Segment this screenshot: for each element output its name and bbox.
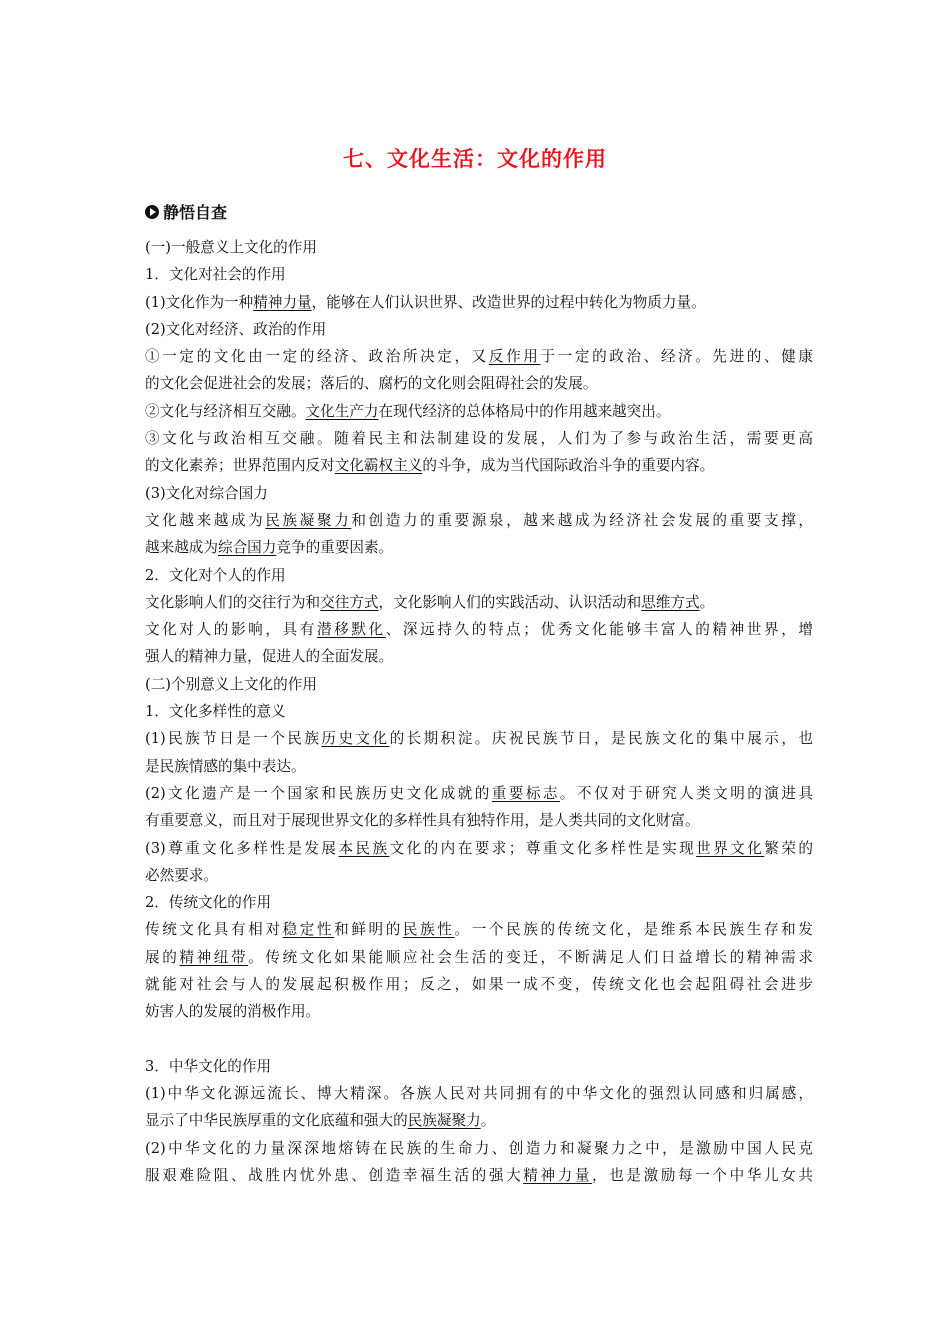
text-line	[145, 780, 813, 807]
text-run: 服艰难险阻、战胜内忧外患、创造幸福生活的强大	[145, 1166, 524, 1184]
text-line	[145, 261, 813, 288]
key-term: 精神力量	[253, 293, 312, 311]
text-run: ，文化影响人们的实践活动、认识活动和	[378, 593, 642, 611]
text-line	[145, 589, 813, 616]
key-term: 潜移默化	[316, 621, 386, 639]
text-run: 繁荣的	[764, 839, 813, 857]
text-line	[145, 1080, 813, 1107]
text-run: (2)中华文化的力量深深地熔铸在民族的生命力、创造力和凝聚力之中，是激励中国人民克	[145, 1139, 813, 1157]
text-run: 和创造力的重要源泉，越来越成为经济社会发展的重要支撑，	[351, 511, 813, 529]
text-run: 文化影响人们的交往行为和	[145, 593, 321, 611]
text-run: ①一定的文化由一定的经济、政治所决定，又	[145, 348, 489, 366]
text-run: 1．文化多样性的意义	[145, 703, 286, 721]
text-line	[145, 971, 813, 998]
text-line	[145, 1053, 813, 1080]
text-run: 必然要求。	[145, 866, 218, 884]
key-term: 民族性	[402, 921, 455, 939]
text-line	[145, 1162, 813, 1189]
key-term: 交往方式	[320, 593, 379, 611]
text-run: 展的	[145, 948, 180, 966]
text-line	[145, 835, 813, 862]
text-run: 。传统文化如果能顺应社会生活的变迁，不断满足人们日益增长的精神需求	[248, 948, 813, 966]
key-term: 反作用	[488, 348, 541, 366]
text-run: 的斗争，成为当代国际政治斗争的重要内容。	[422, 457, 715, 475]
text-line	[145, 562, 813, 589]
text-run: 的文化会促进社会的发展；落后的、腐朽的文化则会阻碍社会的发展。	[145, 375, 598, 393]
text-line	[145, 725, 813, 752]
key-term: 文化生产力	[305, 402, 379, 420]
key-term: 综合国力	[217, 539, 277, 557]
text-run: 文化越来越成为	[145, 511, 266, 529]
text-line	[145, 944, 813, 971]
text-run: 于一定的政治、经济。先进的、健康	[540, 348, 813, 366]
text-line	[145, 452, 813, 479]
text-run: (1)文化作为一种	[145, 293, 254, 311]
text-run: 。不仅对于研究人类文明的演进具	[559, 784, 813, 802]
text-run: 传统文化具有相对	[145, 921, 283, 939]
text-line	[145, 643, 813, 670]
text-run: 妨害人的发展的消极作用。	[145, 1003, 321, 1021]
text-line	[145, 916, 813, 943]
text-run: 强人的精神力量，促进人的全面发展。	[145, 648, 394, 666]
text-run: ，能够在人们认识世界、改造世界的过程中转化为物质力量。	[311, 293, 706, 311]
text-line	[145, 507, 813, 534]
key-term: 思维方式	[641, 593, 700, 611]
text-line	[145, 807, 813, 834]
text-run: (1)民族节日是一个民族	[145, 730, 322, 748]
text-line	[145, 698, 813, 725]
text-run: (2)文化对经济、政治的作用	[145, 320, 327, 338]
text-run: 竞争的重要因素。	[276, 539, 394, 557]
text-run: (二)个别意义上文化的作用	[145, 675, 317, 693]
text-run: ，也是激励每一个中华儿女共	[592, 1166, 813, 1184]
text-line	[145, 753, 813, 780]
text-line	[145, 234, 813, 261]
text-run: 。一个民族的传统文化，是维系本民族生存和发	[454, 921, 813, 939]
key-term: 精神纽带	[179, 948, 249, 966]
text-line	[145, 316, 813, 343]
blank-line	[145, 1026, 813, 1053]
key-term: 世界文化	[696, 839, 765, 857]
text-run: 文化对人的影响，具有	[145, 621, 317, 639]
document-body	[145, 234, 813, 1189]
text-run: (3)文化对综合国力	[145, 484, 268, 502]
text-line	[145, 671, 813, 698]
key-term: 稳定性	[282, 921, 335, 939]
key-term: 民族凝聚力	[407, 1112, 481, 1130]
text-run: 1．文化对社会的作用	[145, 266, 286, 284]
text-run: (1)中华文化源远流长、博大精深。各族人民对共同拥有的中华文化的强烈认同感和归属感，	[145, 1084, 813, 1102]
key-term: 重要标志	[491, 784, 560, 802]
text-line	[145, 616, 813, 643]
text-line	[145, 289, 813, 316]
text-run: (3)尊重文化多样性是发展	[145, 839, 339, 857]
section-heading-label: 静悟自查	[163, 203, 228, 222]
text-line	[145, 398, 813, 425]
text-line	[145, 480, 813, 507]
text-line	[145, 998, 813, 1025]
text-line	[145, 862, 813, 889]
text-run: ②文化与经济相互交融。	[145, 402, 306, 420]
text-run: (一)一般意义上文化的作用	[145, 239, 317, 256]
text-run: 显示了中华民族厚重的文化底蕴和强大的	[145, 1112, 408, 1130]
key-term: 历史文化	[321, 730, 390, 748]
text-run: ③文化与政治相互交融。随着民主和法制建设的发展，人们为了参与政治生活，需要更高	[145, 430, 813, 448]
key-term: 文化霸权主义	[334, 457, 423, 475]
text-run: 2．传统文化的作用	[145, 894, 272, 912]
key-term: 民族凝聚力	[265, 511, 352, 529]
text-line	[145, 425, 813, 452]
text-line	[145, 370, 813, 397]
text-run: 3．中华文化的作用	[145, 1057, 272, 1075]
text-run: 2．文化对个人的作用	[145, 566, 286, 584]
text-run: 越来越成为	[145, 539, 218, 557]
play-circle-icon	[145, 205, 159, 219]
text-line	[145, 534, 813, 561]
text-run: 的文化素养；世界范围内反对	[145, 457, 335, 475]
text-run: 的长期积淀。庆祝民族节日，是民族文化的集中展示，也	[389, 730, 813, 748]
text-run: 就能对社会与人的发展起积极作用；反之，如果一成不变，传统文化也会起阻碍社会进步	[145, 976, 813, 994]
text-run: 在现代经济的总体格局中的作用越来越突出。	[378, 402, 671, 420]
key-term: 精神力量	[523, 1166, 593, 1184]
page-title: 七、文化生活：文化的作用	[343, 147, 607, 171]
text-run: 是民族情感的集中表达。	[145, 757, 306, 775]
text-run: 、深远持久的特点；优秀文化能够丰富人的精神世界，增	[385, 621, 813, 639]
text-run: 。	[699, 593, 715, 611]
text-line	[145, 889, 813, 916]
text-run: 有重要意义，而且对于展现世界文化的多样性具有独特作用，是人类共同的文化财富。	[145, 812, 700, 830]
section-heading	[145, 200, 227, 223]
text-run: 和鲜明的	[334, 921, 403, 939]
key-term: 本民族	[338, 839, 390, 857]
text-line	[145, 343, 813, 370]
text-line	[145, 1107, 813, 1134]
text-run: 。	[480, 1112, 496, 1130]
text-line	[145, 1135, 813, 1162]
text-run: (2)文化遗产是一个国家和民族历史文化成就的	[145, 784, 492, 802]
text-run: 文化的内在要求；尊重文化多样性是实现	[389, 839, 697, 857]
